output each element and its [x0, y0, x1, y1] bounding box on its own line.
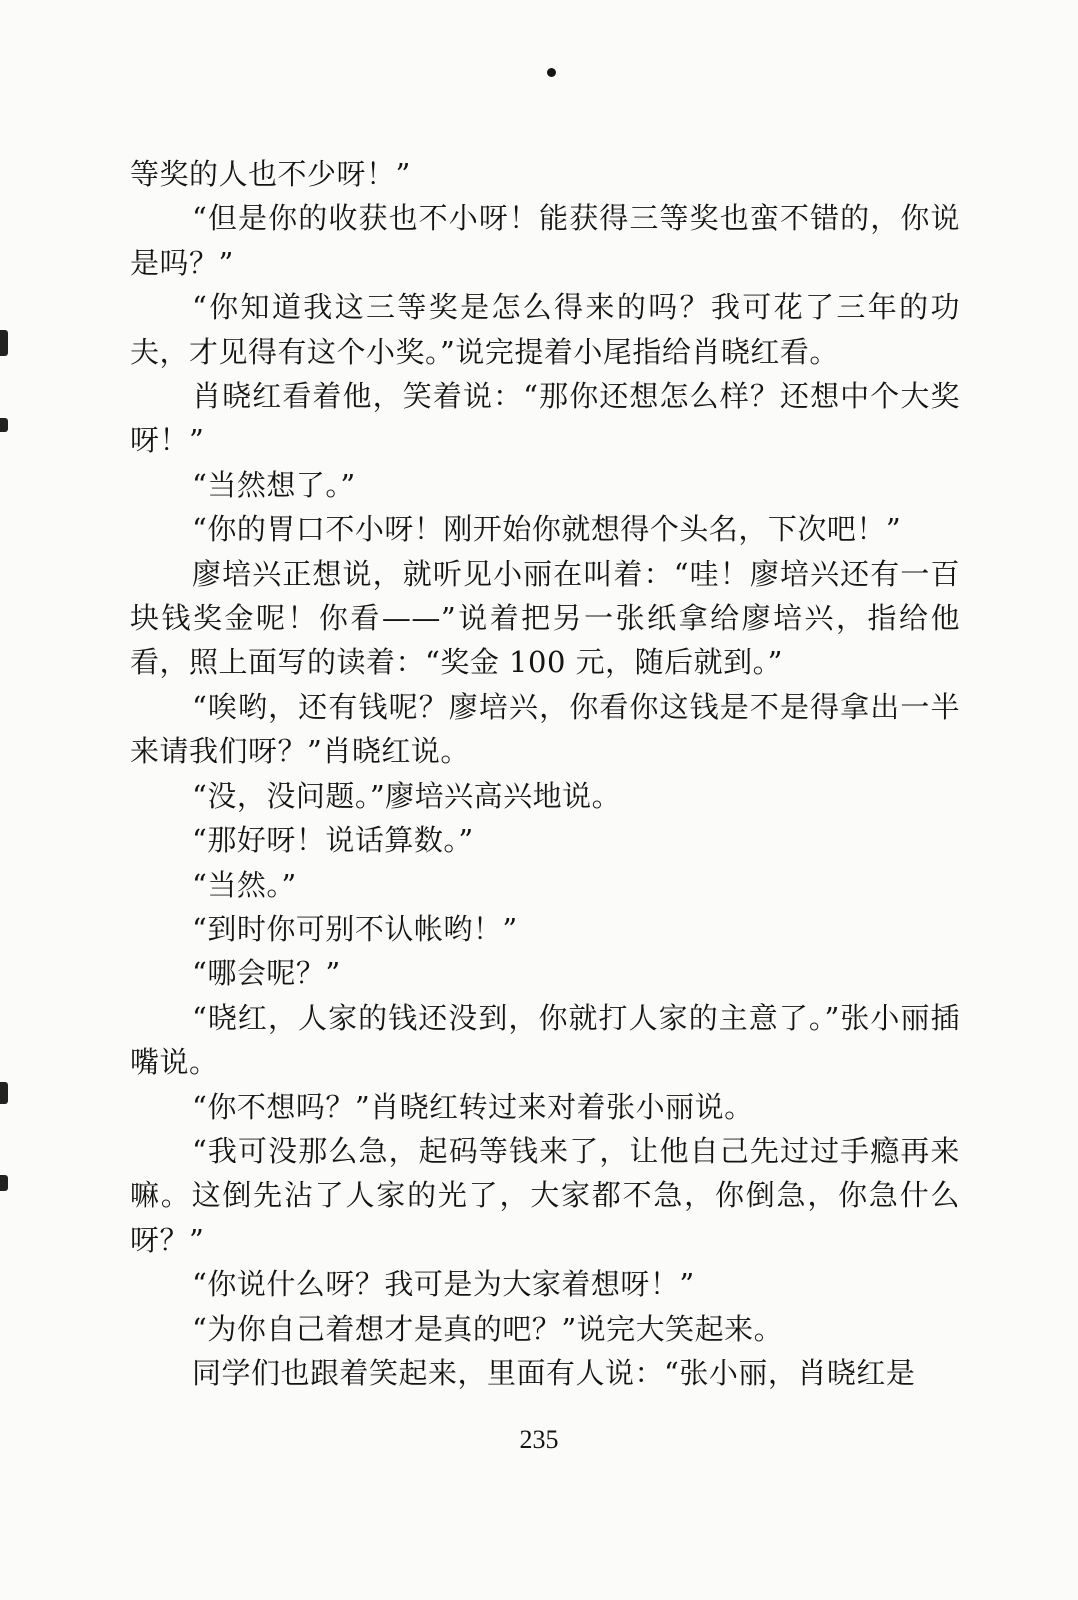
paragraph: “那好呀！说话算数。” — [192, 823, 474, 858]
paragraph: “唉哟，还有钱呢？廖培兴，你看你这钱是不是得拿出一半来请我们呀？”肖晓红说。 — [130, 689, 960, 769]
scan-edge-mark — [0, 330, 8, 356]
body-text — [130, 152, 960, 1395]
paragraph: “你的胃口不小呀！刚开始你就想得个头名，下次吧！” — [192, 512, 902, 547]
paragraph: “你知道我这三等奖是怎么得来的吗？我可花了三年的功夫，才见得有这个小奖。”说完提着小尾指给肖晓红看。 — [130, 290, 960, 369]
ink-dot-mark — [547, 68, 556, 77]
paragraph: 同学们也跟着笑起来，里面有人说：“张小丽，肖晓红是 — [192, 1355, 916, 1390]
paragraph: “到时你可别不认帐哟！” — [192, 911, 518, 946]
paragraph: “没，没问题。”廖培兴高兴地说。 — [192, 778, 622, 813]
paragraph: “我可没那么急，起码等钱来了，让他自己先过过手瘾再来嘛。这倒先沾了人家的光了，大家都不急，你倒急，你急什么呀？” — [130, 1133, 960, 1257]
paragraph: “当然。” — [192, 867, 297, 902]
paragraph: “晓红，人家的钱还没到，你就打人家的主意了。”张小丽插嘴说。 — [130, 1000, 960, 1080]
paragraph: “哪会呢？” — [192, 956, 341, 991]
paragraph: “但是你的收获也不小呀！能获得三等奖也蛮不错的，你说是吗？” — [130, 201, 960, 280]
scan-edge-mark — [0, 1082, 8, 1104]
paragraph: “为你自己着想才是真的吧？”说完大笑起来。 — [192, 1311, 784, 1346]
paragraph-continuation: 等奖的人也不少呀！” — [130, 157, 411, 191]
paragraph: 廖培兴正想说，就听见小丽在叫着：“哇！廖培兴还有一百块钱奖金呢！你看——”说着把另一张纸拿给廖培兴，指给他看，照上面写的读着：“奖金 100 元，随后就到。” — [130, 556, 960, 680]
page-number: 235 — [519, 1425, 559, 1454]
paragraph: “你说什么呀？我可是为大家着想呀！” — [192, 1267, 695, 1302]
paragraph: “当然想了。” — [192, 467, 356, 502]
paragraph: “你不想吗？”肖晓红转过来对着张小丽说。 — [192, 1089, 754, 1124]
scan-edge-mark — [0, 418, 8, 432]
paragraph: 肖晓红看着他，笑着说：“那你还想怎么样？还想中个大奖呀！” — [130, 379, 960, 458]
scan-edge-mark — [0, 1175, 8, 1191]
